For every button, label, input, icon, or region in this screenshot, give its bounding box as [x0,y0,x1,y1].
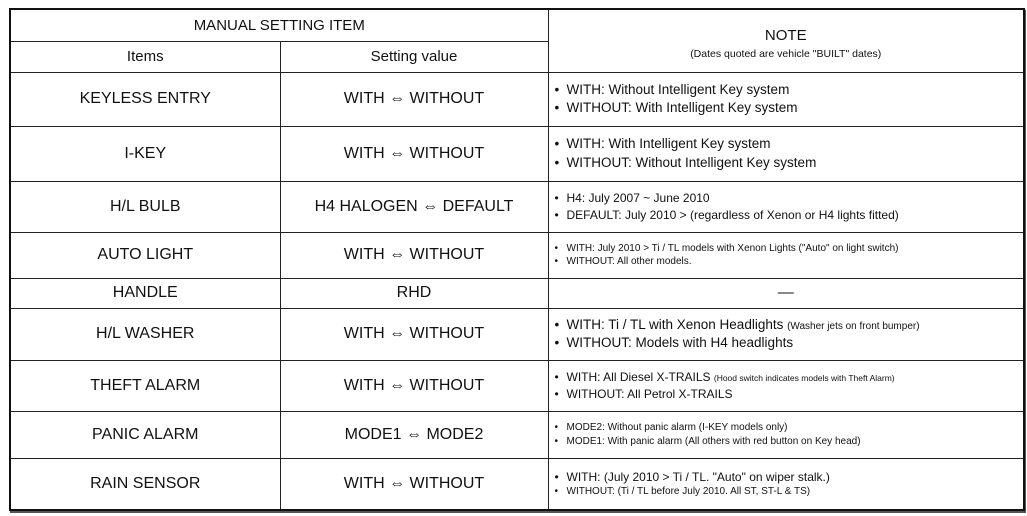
item-label: H/L BULB [10,181,280,232]
col-setting-header: Setting value [280,41,548,72]
note-cell [548,458,1024,510]
note-cell [548,181,1024,232]
note-line: • WITHOUT: (Ti / TL before July 2010. All ST, ST-L & TS) [554,486,811,498]
note-line: • WITHOUT: With Intelligent Key system [554,100,798,115]
manual-setting-table [9,8,1025,511]
table-row [10,126,1024,181]
item-label: HANDLE [10,278,280,308]
col-items-header: Items [10,41,280,72]
table-row [10,181,1024,232]
item-label: H/L WASHER [10,308,280,360]
note-line: • WITH: All Diesel X-TRAILS (Hood switch indicates models with Theft Alarm) [554,370,895,385]
table-row [10,72,1024,126]
note-cell [548,411,1024,458]
empty-note-dash: — [777,284,794,301]
setting-value: WITH ⇔ WITHOUT [280,126,548,181]
table-row [10,232,1024,278]
item-label: KEYLESS ENTRY [10,72,280,126]
note-line: • WITHOUT: All other models. [554,256,692,267]
note-line: • WITH: (July 2010 > Ti / TL. "Auto" on wiper stalk.) [554,469,830,484]
note-line: • WITH: July 2010 > Ti / TL models with Xenon Lights ("Auto" on light switch) [554,242,899,254]
setting-value: WITH ⇔ WITHOUT [280,72,548,126]
note-cell [548,72,1024,126]
setting-value: RHD [280,278,548,308]
note-cell [548,126,1024,181]
item-label: RAIN SENSOR [10,458,280,510]
note-line: • DEFAULT: July 2010 > (regardless of Xenon or H4 lights fitted) [554,207,899,222]
note-line: • MODE1: With panic alarm (All others with red button on Key head) [554,435,861,447]
setting-value: WITH ⇔ WITHOUT [280,458,548,510]
note-line: • H4: July 2007 ~ June 2010 [554,191,710,206]
table-row [10,278,1024,308]
note-cell [548,360,1024,411]
note-line: • WITH: Ti / TL with Xenon Headlights (Washer jets on front bumper) [554,316,920,332]
setting-value: WITH ⇔ WITHOUT [280,232,548,278]
item-label: THEFT ALARM [10,360,280,411]
note-subtitle: (Dates quoted are vehicle "BUILT" dates) [690,48,882,61]
note-line: • WITHOUT: All Petrol X-TRAILS [554,386,733,401]
setting-value: MODE1 ⇔ MODE2 [280,411,548,458]
setting-value: WITH ⇔ WITHOUT [280,360,548,411]
note-cell [548,278,1024,308]
note-line: • MODE2: Without panic alarm (I-KEY models only) [554,422,788,433]
note-cell [548,232,1024,278]
table-row [10,458,1024,510]
note-header [548,9,1024,72]
table-row [10,411,1024,458]
header-row-top [10,9,1024,41]
group-title: MANUAL SETTING ITEM [10,9,548,41]
note-line: • WITH: With Intelligent Key system [554,136,771,152]
note-line: • WITHOUT: Models with H4 headlights [554,335,794,350]
item-label: AUTO LIGHT [10,232,280,278]
setting-value: H4 HALOGEN ⇔ DEFAULT [280,181,548,232]
note-cell [548,308,1024,360]
table-row [10,308,1024,360]
item-label: PANIC ALARM [10,411,280,458]
note-line: • WITH: Without Intelligent Key system [554,81,790,97]
setting-value: WITH ⇔ WITHOUT [280,308,548,360]
note-line: • WITHOUT: Without Intelligent Key system [554,154,817,170]
table-row [10,360,1024,411]
note-title: NOTE [764,27,807,45]
item-label: I-KEY [10,126,280,181]
